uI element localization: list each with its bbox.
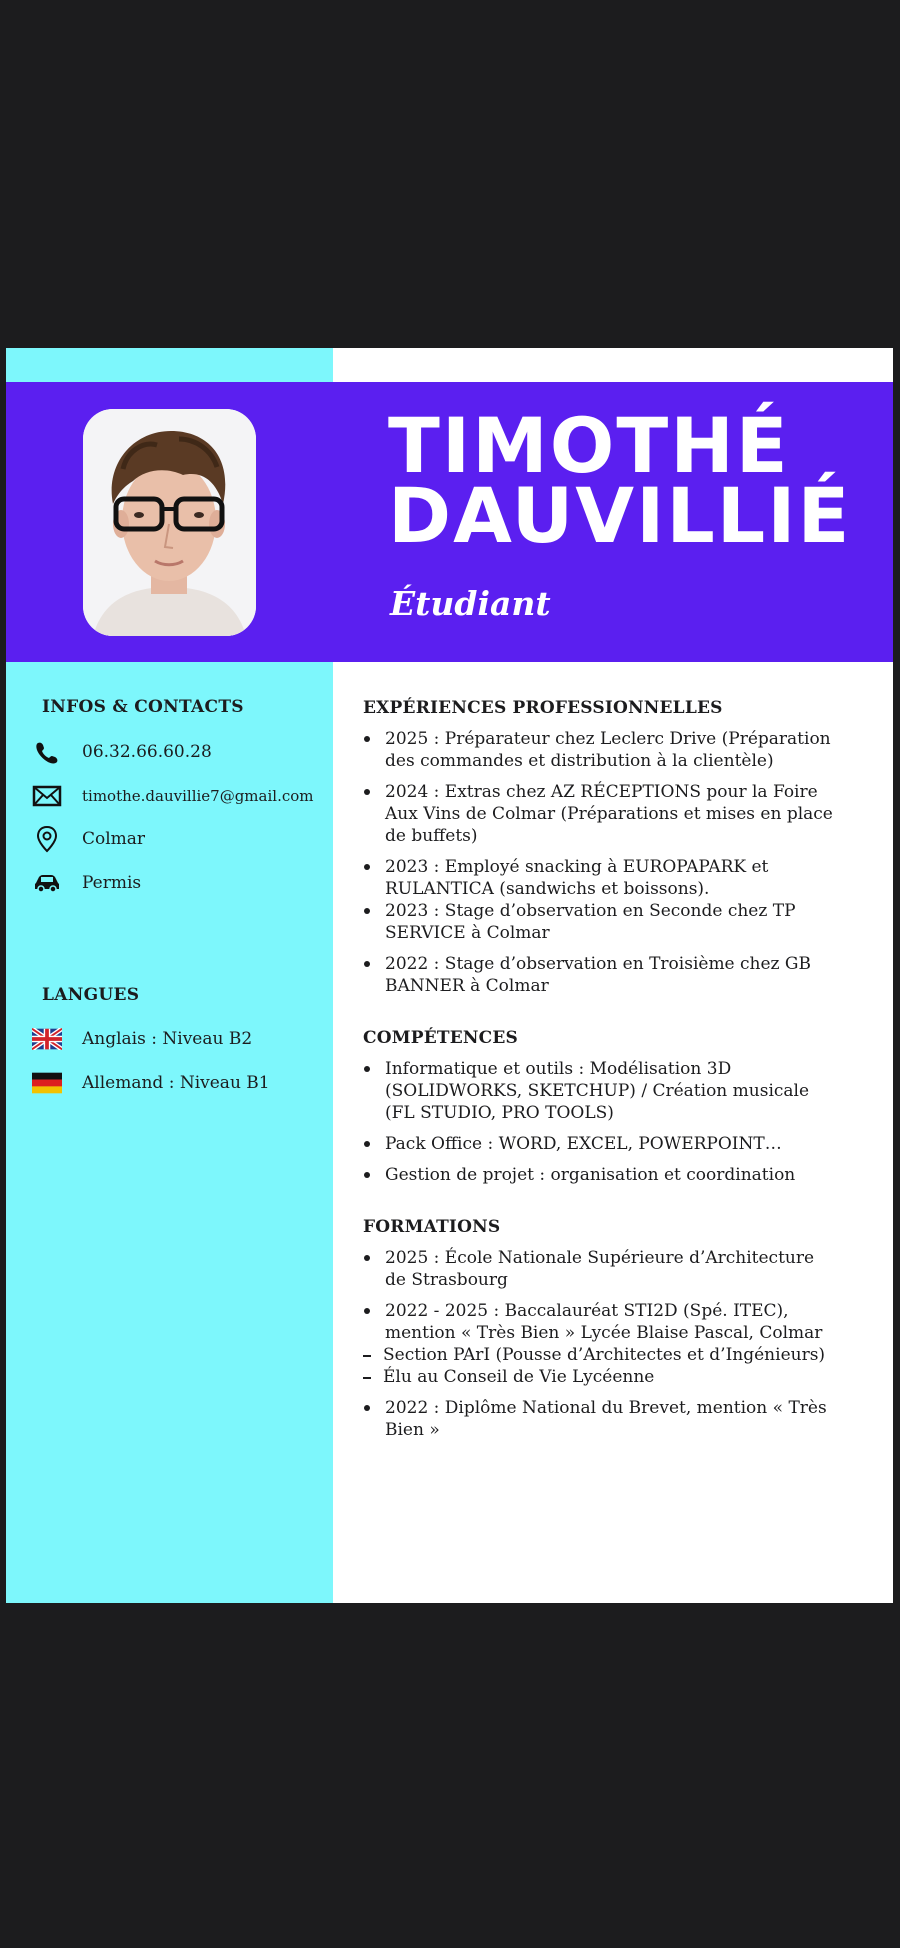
education-subitem: Élu au Conseil de Vie Lycéenne [363,1366,833,1388]
location-pin-icon [32,825,62,853]
language-german [32,1069,270,1097]
education-subitem: Section PArI (Pousse d’Architectes et d’Ingénieurs) [363,1344,833,1366]
candidate-name [388,401,868,560]
skills-list [363,1058,833,1186]
contact-email-text: timothe.dauvillie7@gmail.com [82,787,314,805]
contact-phone [32,738,212,766]
experience-item: 2023 : Employé snacking à EUROPAPARK et RULANTICA (sandwichs et boissons). [363,856,833,900]
language-english-text: Anglais : Niveau B2 [82,1029,253,1049]
contact-location [32,825,145,853]
education-list [363,1247,833,1441]
uk-flag-icon [32,1025,62,1053]
contacts-heading: INFOS & CONTACTS [42,697,244,717]
skill-item: Gestion de projet : organisation et coordination [363,1164,833,1186]
contact-location-text: Colmar [82,829,146,849]
education-item: 2022 - 2025 : Baccalauréat STI2D (Spé. ITEC), mention « Très Bien » Lycée Blaise Pascal, Colmar [363,1300,833,1344]
language-english [32,1025,252,1053]
experience-item: 2025 : Préparateur chez Leclerc Drive (Préparation des commandes et distribution à la clientèle) [363,728,833,772]
car-icon [32,869,62,897]
contact-license-text: Permis [82,873,142,893]
contact-phone-text: 06.32.66.60.28 [82,742,212,762]
experience-item: 2023 : Stage d’observation en Seconde chez TP SERVICE à Colmar [363,900,833,944]
mail-icon [32,782,62,810]
education-item: 2022 : Diplôme National du Brevet, mention « Très Bien » [363,1397,833,1441]
contact-email [32,782,314,810]
profile-photo [83,409,256,636]
phone-icon [32,738,62,766]
portrait-illustration [83,409,256,636]
experience-item: 2024 : Extras chez AZ RÉCEPTIONS pour la Foire Aux Vins de Colmar (Préparations et mises en place de buffets) [363,781,833,847]
experience-list [363,728,833,997]
contact-license [32,869,141,897]
main-content [363,698,833,1450]
education-item: 2025 : École Nationale Supérieure d’Architecture de Strasbourg [363,1247,833,1291]
first-name: TIMOTHÉ [388,401,790,490]
candidate-role: Étudiant [390,584,551,623]
skill-item: Informatique et outils : Modélisation 3D (SOLIDWORKS, SKETCHUP) / Création musicale (FL STUDIO, PRO TOOLS) [363,1058,833,1124]
language-german-text: Allemand : Niveau B1 [82,1073,270,1093]
last-name: DAUVILLIÉ [388,471,852,560]
resume-page [6,348,893,1603]
languages-heading: LANGUES [42,985,140,1005]
skills-title: COMPÉTENCES [363,1028,519,1048]
experience-item: 2022 : Stage d’observation en Troisième chez GB BANNER à Colmar [363,953,833,997]
skill-item: Pack Office : WORD, EXCEL, POWERPOINT… [363,1133,833,1155]
education-title: FORMATIONS [363,1217,501,1237]
experience-title: EXPÉRIENCES PROFESSIONNELLES [363,698,723,718]
germany-flag-icon [32,1069,62,1097]
